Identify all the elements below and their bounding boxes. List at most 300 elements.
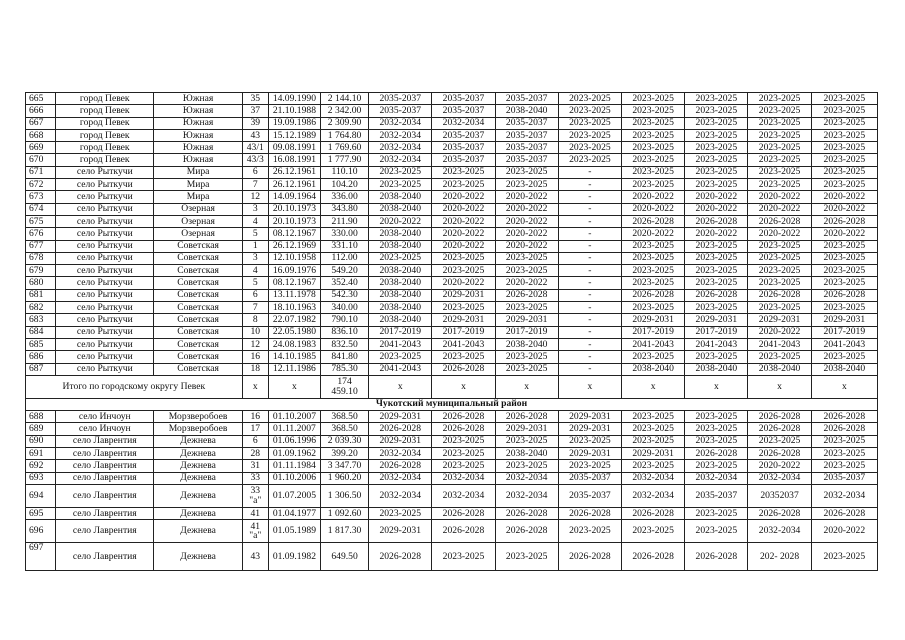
cell-street: Советская (154, 302, 242, 314)
cell-house: 43 (242, 129, 268, 141)
cell-period: 2026-2028 (811, 507, 877, 519)
cell-period: 2023-2025 (495, 460, 558, 472)
cell-settlement: город Певек (56, 117, 154, 129)
cell-period: 2020-2022 (432, 191, 495, 203)
cell-period: 2023-2025 (432, 252, 495, 264)
cell-date: 01.05.1989 (268, 520, 320, 543)
cell-house: 43 (242, 543, 268, 571)
cell-period: 2038-2040 (369, 265, 432, 277)
table-row (26, 338, 878, 350)
table-row (26, 215, 878, 227)
cell-period: 2038-2040 (495, 338, 558, 350)
cell-area: 841.80 (320, 351, 368, 363)
cell-period: 2035-2037 (369, 105, 432, 117)
cell-date: 14.10.1985 (268, 351, 320, 363)
cell-house: 12 (242, 338, 268, 350)
cell-period: 2020-2022 (748, 460, 811, 472)
cell-area: 2 144.10 (320, 93, 368, 105)
cell-period: 2020-2022 (811, 520, 877, 543)
cell-area: 330.00 (320, 228, 368, 240)
cell-period: 2023-2025 (432, 543, 495, 571)
cell-period: 2038-2040 (495, 448, 558, 460)
cell-period: 2020-2022 (495, 240, 558, 252)
cell-number: 685 (26, 338, 56, 350)
cell-period: 2023-2025 (748, 265, 811, 277)
cell-period: 2032-2034 (432, 117, 495, 129)
cell-area: 211.90 (320, 215, 368, 227)
cell-period: 2023-2025 (811, 351, 877, 363)
cell-area: 1 769.60 (320, 142, 368, 154)
table-body-tail (26, 484, 878, 570)
cell-period: 2032-2034 (369, 117, 432, 129)
cell-period: 2023-2025 (811, 265, 877, 277)
cell-house: 31 (242, 460, 268, 472)
cell-period: 2041-2043 (369, 338, 432, 350)
table-body-pevek (26, 93, 878, 376)
cell-house: 43/3 (242, 154, 268, 166)
cell-period: 2023-2025 (685, 460, 748, 472)
cell-number: 675 (26, 215, 56, 227)
cell-date: 26.12.1961 (268, 179, 320, 191)
cell-period: 2038-2040 (369, 240, 432, 252)
cell-street: Морзверобоев (154, 423, 242, 435)
cell-area: 112.00 (320, 252, 368, 264)
cell-period: 2023-2025 (811, 252, 877, 264)
cell-period: - (558, 265, 621, 277)
cell-settlement: село Лаврентия (56, 448, 154, 460)
cell-period: 2023-2025 (685, 179, 748, 191)
cell-settlement: село Рыткучи (56, 363, 154, 375)
cell-period: 2023-2025 (495, 265, 558, 277)
cell-number: 687 (26, 363, 56, 375)
cell-street: Дежнева (154, 435, 242, 447)
cell-date: 08.12.1967 (268, 277, 320, 289)
cell-period: 2038-2040 (369, 289, 432, 301)
cell-street: Мира (154, 179, 242, 191)
cell-number: 667 (26, 117, 56, 129)
cell-period: 2026-2028 (748, 215, 811, 227)
cell-period: 2026-2028 (811, 289, 877, 301)
table-row (26, 93, 878, 105)
cell-period: 2023-2025 (622, 142, 685, 154)
cell-period: 2023-2025 (685, 129, 748, 141)
cell-period: 2023-2025 (685, 252, 748, 264)
cell-house-line: "а" (249, 494, 262, 506)
cell-period: 2026-2028 (748, 507, 811, 519)
table-row (26, 520, 878, 543)
cell-house: 35 (242, 93, 268, 105)
cell-period: 2026-2028 (748, 411, 811, 423)
cell-period: 2035-2037 (432, 93, 495, 105)
cell-period: 2020-2022 (432, 215, 495, 227)
cell-settlement: село Лаврентия (56, 460, 154, 472)
table-row (26, 351, 878, 363)
cell-house: 3 (242, 203, 268, 215)
cell-period: 2023-2025 (622, 105, 685, 117)
cell-house: 17 (242, 423, 268, 435)
cell-date: 14.09.1990 (268, 93, 320, 105)
cell-period: 2020-2022 (685, 228, 748, 240)
cell-period: 2023-2025 (495, 543, 558, 571)
cell-period: 2023-2025 (622, 252, 685, 264)
cell-number: 679 (26, 265, 56, 277)
cell-period: 2041-2043 (685, 338, 748, 350)
cell-period: 2023-2025 (558, 93, 621, 105)
cell-period: 2023-2025 (369, 166, 432, 178)
cell-date: 20.10.1973 (268, 203, 320, 215)
table-row (26, 129, 878, 141)
cell-number: 676 (26, 228, 56, 240)
cell-period: 2029-2031 (369, 411, 432, 423)
table-row (26, 302, 878, 314)
cell-street: Южная (154, 142, 242, 154)
table-row (26, 289, 878, 301)
cell-house: 16 (242, 351, 268, 363)
total-label: Итого по городскому округу Певек (26, 375, 243, 398)
cell-house: 7 (242, 179, 268, 191)
cell-settlement: село Лаврентия (56, 435, 154, 447)
cell-period: 2023-2025 (748, 154, 811, 166)
cell-settlement: село Лаврентия (56, 543, 154, 571)
table-row (26, 203, 878, 215)
table-row (26, 191, 878, 203)
cell-period: 2032-2034 (495, 484, 558, 507)
cell-house: 37 (242, 105, 268, 117)
cell-date: 09.08.1991 (268, 142, 320, 154)
cell-period: 2035-2037 (495, 129, 558, 141)
cell-street: Дежнева (154, 507, 242, 519)
cell-area: 1 817.30 (320, 520, 368, 543)
cell-period: 2023-2025 (748, 240, 811, 252)
cell-period: 2029-2031 (495, 423, 558, 435)
cell-settlement: село Рыткучи (56, 228, 154, 240)
cell-period: 2023-2025 (811, 448, 877, 460)
cell-number: 673 (26, 191, 56, 203)
cell-period: 2026-2028 (495, 507, 558, 519)
cell-period: 2035-2037 (558, 484, 621, 507)
cell-number: 680 (26, 277, 56, 289)
cell-period: 2023-2025 (622, 411, 685, 423)
cell-number: 688 (26, 411, 56, 423)
cell-street: Озерная (154, 215, 242, 227)
cell-number: 682 (26, 302, 56, 314)
cell-period: 2029-2031 (369, 520, 432, 543)
cell-period: - (558, 326, 621, 338)
cell-area: 549.20 (320, 265, 368, 277)
cell-period: 2023-2025 (685, 520, 748, 543)
cell-number: 671 (26, 166, 56, 178)
cell-settlement: село Рыткучи (56, 240, 154, 252)
cell-house-line: "а" (249, 530, 262, 542)
cell-number: 666 (26, 105, 56, 117)
cell-date: 12.10.1958 (268, 252, 320, 264)
cell-period: 2023-2025 (622, 154, 685, 166)
cell-period: 2023-2025 (369, 252, 432, 264)
cell-period: 2032-2034 (622, 484, 685, 507)
cell-area: 331.10 (320, 240, 368, 252)
cell-period: 2020-2022 (432, 228, 495, 240)
cell-house-line: 41 (250, 520, 261, 532)
cell-period: 2032-2034 (369, 472, 432, 484)
cell-number: 696 (26, 520, 56, 543)
total-cell: х (268, 375, 320, 398)
cell-date: 15.12.1989 (268, 129, 320, 141)
cell-street: Советская (154, 338, 242, 350)
cell-period: 2023-2025 (622, 179, 685, 191)
cell-period: 2023-2025 (685, 105, 748, 117)
table-row (26, 252, 878, 264)
cell-area: 790.10 (320, 314, 368, 326)
cell-period: 2026-2028 (685, 215, 748, 227)
cell-house: 33 (242, 472, 268, 484)
cell-period: 2023-2025 (622, 129, 685, 141)
cell-period: 2026-2028 (622, 289, 685, 301)
cell-period: 2023-2025 (685, 423, 748, 435)
cell-area: 368.50 (320, 423, 368, 435)
cell-period: 2020-2022 (811, 203, 877, 215)
table-row (26, 166, 878, 178)
cell-period: 2020-2022 (622, 203, 685, 215)
repair-schedule-table (25, 92, 878, 571)
cell-period: 2020-2022 (748, 203, 811, 215)
cell-house: 4 (242, 215, 268, 227)
cell-house: 16 (242, 411, 268, 423)
cell-number: 669 (26, 142, 56, 154)
cell-period: 2032-2034 (369, 154, 432, 166)
table-row (26, 179, 878, 191)
cell-period: 2023-2025 (748, 252, 811, 264)
total-area-line: 459.10 (331, 385, 358, 397)
table-row (26, 314, 878, 326)
cell-period: 2026-2028 (495, 411, 558, 423)
cell-street: Мира (154, 166, 242, 178)
cell-street: Советская (154, 252, 242, 264)
cell-period: 2023-2025 (748, 105, 811, 117)
cell-street: Дежнева (154, 448, 242, 460)
cell-number: 686 (26, 351, 56, 363)
cell-period: 2020-2022 (369, 215, 432, 227)
cell-house: 12 (242, 191, 268, 203)
cell-period: - (558, 179, 621, 191)
cell-street: Советская (154, 363, 242, 375)
cell-settlement: город Певек (56, 93, 154, 105)
cell-period: 2020-2022 (685, 203, 748, 215)
cell-number: 665 (26, 93, 56, 105)
table-row (26, 265, 878, 277)
cell-settlement: село Лаврентия (56, 520, 154, 543)
total-section (26, 375, 878, 410)
cell-street: Дежнева (154, 520, 242, 543)
cell-period: 2035-2037 (558, 472, 621, 484)
cell-area: 785.30 (320, 363, 368, 375)
cell-period: 2023-2025 (369, 507, 432, 519)
cell-period: - (558, 228, 621, 240)
cell-period: 2017-2019 (369, 326, 432, 338)
section-title: Чукотский муниципальный район (26, 398, 878, 410)
cell-period: 2023-2025 (369, 179, 432, 191)
cell-number: 674 (26, 203, 56, 215)
cell-area: 2 309.90 (320, 117, 368, 129)
cell-settlement: город Певек (56, 142, 154, 154)
cell-period: 2023-2025 (558, 154, 621, 166)
table-row (26, 277, 878, 289)
cell-period: 2023-2025 (432, 166, 495, 178)
cell-period: 2026-2028 (748, 289, 811, 301)
cell-period: 2023-2025 (685, 302, 748, 314)
cell-period: 2023-2025 (685, 117, 748, 129)
cell-period: 2032-2034 (369, 484, 432, 507)
cell-period: 2026-2028 (369, 543, 432, 571)
cell-house: 4 (242, 265, 268, 277)
cell-period: 2035-2037 (369, 93, 432, 105)
cell-area: 343.80 (320, 203, 368, 215)
cell-settlement: город Певек (56, 129, 154, 141)
cell-house: 41 (242, 507, 268, 519)
cell-settlement: село Рыткучи (56, 166, 154, 178)
cell-period: 2020-2022 (432, 203, 495, 215)
table-row (26, 142, 878, 154)
cell-date: 20.10.1973 (268, 215, 320, 227)
cell-period: 2023-2025 (558, 117, 621, 129)
cell-period: 2032-2034 (495, 472, 558, 484)
cell-street: Южная (154, 105, 242, 117)
cell-period: 2032-2034 (748, 472, 811, 484)
cell-street: Южная (154, 93, 242, 105)
cell-street: Мира (154, 191, 242, 203)
cell-period: 2023-2025 (495, 435, 558, 447)
cell-period: 2035-2037 (495, 117, 558, 129)
cell-area: 2 342.00 (320, 105, 368, 117)
total-cell: х (242, 375, 268, 398)
cell-period: 2023-2025 (811, 105, 877, 117)
cell-period: 2023-2025 (685, 142, 748, 154)
cell-period: 2029-2031 (558, 411, 621, 423)
cell-period: 2023-2025 (685, 411, 748, 423)
total-cell: х (432, 375, 495, 398)
cell-period: 2023-2025 (495, 166, 558, 178)
cell-period: 2035-2037 (432, 154, 495, 166)
total-cell: х (685, 375, 748, 398)
cell-period: 2032-2034 (369, 448, 432, 460)
total-area (320, 375, 368, 398)
cell-period: 2020-2022 (811, 191, 877, 203)
cell-settlement: село Рыткучи (56, 302, 154, 314)
cell-settlement: село Рыткучи (56, 179, 154, 191)
cell-period: 2023-2025 (748, 142, 811, 154)
table-row (26, 543, 878, 571)
cell-period: 2023-2025 (558, 142, 621, 154)
cell-number: 693 (26, 472, 56, 484)
cell-number: 695 (26, 507, 56, 519)
cell-period: 2038-2040 (369, 302, 432, 314)
cell-number: 681 (26, 289, 56, 301)
cell-period: 2020-2022 (495, 277, 558, 289)
cell-house: 1 (242, 240, 268, 252)
cell-period: 2023-2025 (748, 302, 811, 314)
cell-period: 20352037 (748, 484, 811, 507)
cell-settlement: село Рыткучи (56, 265, 154, 277)
table-row (26, 423, 878, 435)
cell-period: 2023-2025 (811, 154, 877, 166)
cell-period: 2026-2028 (495, 520, 558, 543)
cell-settlement: село Рыткучи (56, 326, 154, 338)
cell-house-line: 33 (250, 485, 261, 497)
cell-number: 672 (26, 179, 56, 191)
cell-period: 2026-2028 (432, 507, 495, 519)
table-row (26, 240, 878, 252)
cell-period: 2023-2025 (811, 93, 877, 105)
cell-period: 2023-2025 (622, 435, 685, 447)
cell-area: 104.20 (320, 179, 368, 191)
cell-area: 340.00 (320, 302, 368, 314)
cell-period: 2029-2031 (432, 289, 495, 301)
cell-period: 2026-2028 (748, 448, 811, 460)
table-body-chukotsky (26, 411, 878, 485)
cell-period: 2020-2022 (748, 228, 811, 240)
cell-period: 2023-2025 (558, 435, 621, 447)
cell-house: 6 (242, 289, 268, 301)
cell-period: 2023-2025 (432, 351, 495, 363)
cell-period: 2032-2034 (748, 520, 811, 543)
cell-period: 2020-2022 (495, 228, 558, 240)
cell-period: 2023-2025 (811, 166, 877, 178)
cell-period: 2020-2022 (748, 191, 811, 203)
cell-period: 2038-2040 (369, 203, 432, 215)
cell-period: 2023-2025 (811, 129, 877, 141)
cell-period: 2023-2025 (622, 240, 685, 252)
table-row (26, 448, 878, 460)
cell-date: 01.10.2006 (268, 472, 320, 484)
cell-settlement: село Рыткучи (56, 277, 154, 289)
cell-period: 2020-2022 (495, 203, 558, 215)
cell-period: 2032-2034 (622, 472, 685, 484)
cell-number: 684 (26, 326, 56, 338)
cell-period: 2029-2031 (369, 435, 432, 447)
cell-period: 2023-2025 (432, 435, 495, 447)
cell-street: Советская (154, 265, 242, 277)
cell-date: 18.10.1963 (268, 302, 320, 314)
cell-number: 692 (26, 460, 56, 472)
cell-date: 26.12.1961 (268, 166, 320, 178)
cell-period: 2020-2022 (432, 277, 495, 289)
cell-period: - (558, 338, 621, 350)
cell-period: 2035-2037 (495, 142, 558, 154)
cell-street: Советская (154, 351, 242, 363)
cell-period: 2041-2043 (748, 338, 811, 350)
cell-house (242, 484, 268, 507)
cell-period: 2023-2025 (622, 265, 685, 277)
cell-period: 2026-2028 (369, 460, 432, 472)
cell-period: 2026-2028 (432, 411, 495, 423)
cell-period: 2032-2034 (432, 484, 495, 507)
cell-house: 7 (242, 302, 268, 314)
cell-period: 2041-2043 (811, 338, 877, 350)
table-row (26, 105, 878, 117)
cell-number: 670 (26, 154, 56, 166)
cell-date: 24.08.1983 (268, 338, 320, 350)
cell-date: 22.05.1980 (268, 326, 320, 338)
total-area-line: 174 (337, 376, 352, 388)
table-row (26, 435, 878, 447)
cell-period: 2023-2025 (558, 129, 621, 141)
cell-house: 10 (242, 326, 268, 338)
cell-house: 28 (242, 448, 268, 460)
cell-period: 2017-2019 (811, 326, 877, 338)
cell-street: Дежнева (154, 543, 242, 571)
cell-settlement: город Певек (56, 105, 154, 117)
cell-period: 2023-2025 (622, 302, 685, 314)
cell-period: 2023-2025 (622, 520, 685, 543)
